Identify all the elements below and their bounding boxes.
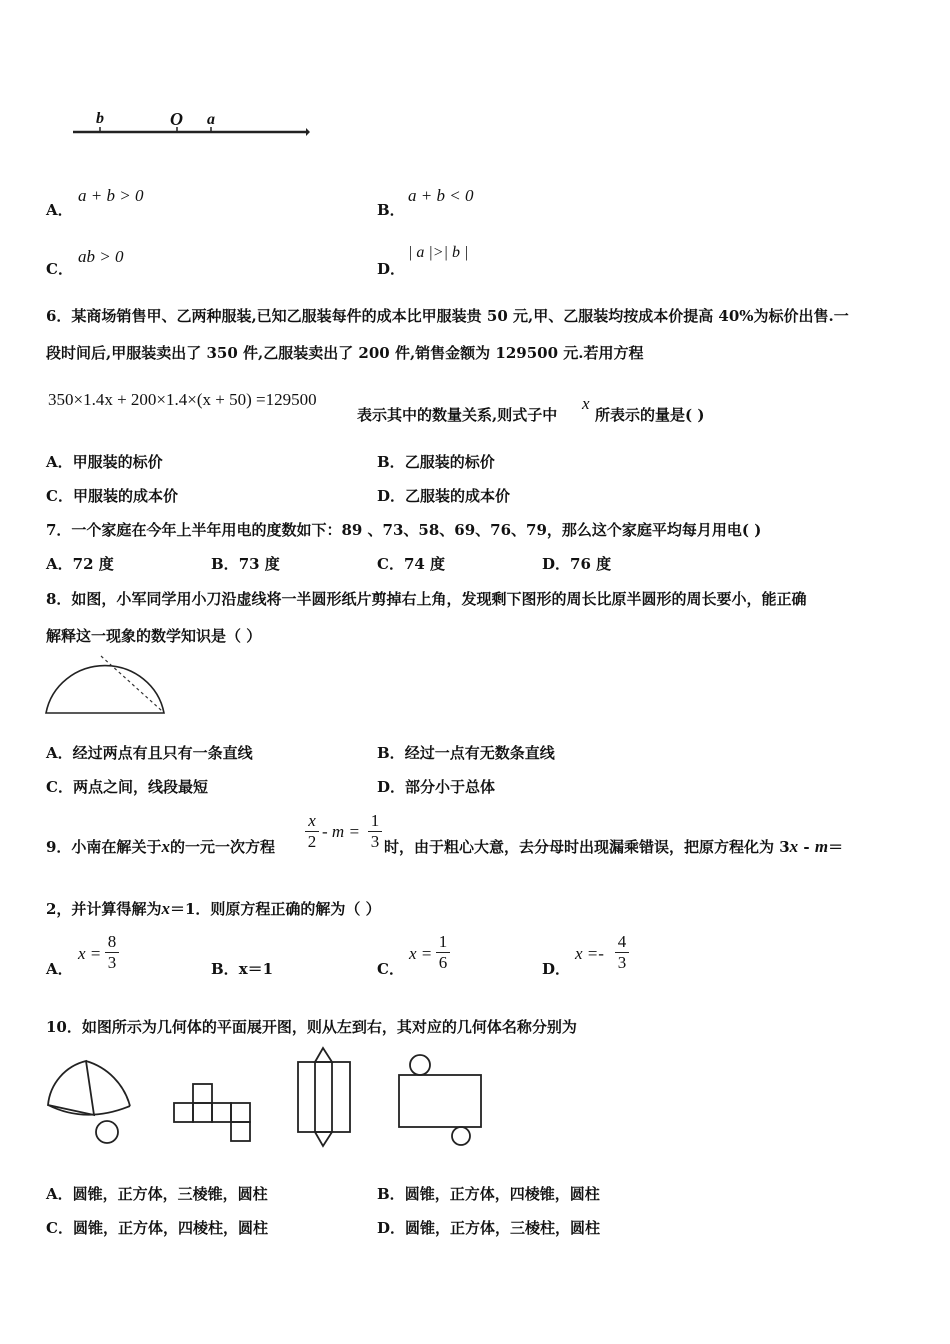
q9-stem-line1 (46, 836, 275, 857)
q5-option-b-expr: a + b < 0 (408, 186, 474, 205)
q8-option-a[interactable] (46, 742, 253, 763)
q9-mid: 的一元一次方程 (169, 838, 275, 856)
q9-stem-line2 (46, 898, 381, 919)
q6-option-b[interactable] (377, 451, 495, 472)
q7-option-c[interactable] (377, 553, 445, 574)
cone-net-figure (46, 1060, 136, 1150)
q6-option-b-text: 乙服装的标价 (404, 453, 495, 471)
q9-option-a-fraction (105, 933, 119, 972)
q10-option-d-letter: D． (377, 1219, 406, 1237)
q7-option-c-text: 74 度 (403, 555, 446, 573)
q9-option-d-fraction (615, 933, 629, 972)
q10-option-c-letter: C． (46, 1219, 73, 1237)
number-line-label-a: a (207, 111, 215, 128)
number-line-label-origin: O (170, 109, 183, 129)
q6-equation-tail-a: 表示其中的数量关系,则式子中 (357, 406, 558, 424)
q9-fraction-x-over-2 (305, 812, 319, 851)
q10-option-c[interactable] (46, 1217, 268, 1238)
q9-option-d-pre: x =- (575, 944, 604, 963)
q10-option-b[interactable] (377, 1183, 600, 1204)
q7-option-d-letter: D． (542, 555, 571, 573)
q10-option-b-letter: B． (377, 1185, 405, 1203)
q9-option-b-letter: B． (211, 960, 239, 978)
q9-eq-op: - m = (322, 822, 360, 841)
q7-option-b-letter: B． (211, 555, 239, 573)
q9-option-c-pre: x = (409, 944, 433, 963)
q10-option-d[interactable] (377, 1217, 600, 1238)
q8-option-b[interactable] (377, 742, 555, 763)
q9-option-d-letter[interactable]: D． (542, 960, 571, 978)
q7-option-c-letter: C． (377, 555, 404, 573)
q5-option-d-expr: | a |>| b | (408, 244, 469, 261)
q9-frac1-den: 2 (307, 832, 317, 851)
q7-option-d-text: 76 度 (570, 555, 612, 573)
q5-option-c-expr: ab > 0 (78, 247, 124, 266)
q9-option-c-fraction (436, 933, 450, 972)
q8-option-c-letter: C． (46, 778, 73, 796)
q9-post-var: x (789, 837, 799, 856)
q7-option-a[interactable] (46, 553, 114, 574)
cylinder-net-figure (396, 1054, 484, 1148)
q10-option-d-text: 圆锥，正方体，三棱柱，圆柱 (405, 1219, 601, 1237)
q9-option-a-pre: x = (78, 944, 102, 963)
q6-stem-line1: 6．某商场销售甲、乙两种服装,已知乙服装每件的成本比甲服装贵 50 元,甲、乙服装均按成本价提高 40%为标价出售.一 (46, 307, 849, 325)
q8-option-c-text: 两点之间，线段最短 (72, 778, 208, 796)
q8-stem-line2: 解释这一现象的数学知识是（ ） (46, 627, 262, 645)
q9-option-c-den: 6 (438, 953, 448, 972)
q7-stem: 7．一个家庭在今年上半年用电的度数如下：89 、73、58、69、76、79，那么这个家庭平均每月用电( ) (46, 521, 762, 539)
q6-option-d-text: 乙服装的成本价 (405, 487, 511, 505)
q5-option-d-letter[interactable]: D． (377, 260, 406, 278)
q9-line2-b: ＝1．则原方程正确的解为（ ） (169, 900, 381, 918)
q9-stem-line1-tail (384, 836, 843, 857)
q9-line2-var: x (161, 899, 170, 918)
q9-option-a-letter[interactable]: A． (46, 960, 73, 978)
q6-option-c-letter: C． (46, 487, 73, 505)
q5-option-c-letter[interactable]: C． (46, 260, 73, 278)
q9-option-a-num: 8 (107, 932, 117, 951)
q5-option-b-letter[interactable]: B． (377, 201, 405, 219)
q6-option-a-text: 甲服装的标价 (72, 453, 163, 471)
q9-frac1-num: x (308, 811, 316, 830)
q9-line2-a: 2，并计算得解为 (46, 900, 162, 918)
semicircle-figure (44, 653, 168, 717)
q8-stem-line1: 8．如图，小军同学用小刀沿虚线将一半圆形纸片剪掉右上角，发现剩下图形的周长比原半圆形的周长要小，能正确 (46, 590, 807, 608)
q9-option-b-text: x＝1 (238, 960, 274, 978)
q7-option-a-text: 72 度 (72, 555, 114, 573)
q6-stem-line2: 段时间后,甲服装卖出了 350 件,乙服装卖出了 200 件,销售金额为 129500 元.若用方程 (46, 344, 644, 362)
q8-option-b-text: 经过一点有无数条直线 (404, 744, 555, 762)
q8-option-c[interactable] (46, 776, 208, 797)
q7-option-a-letter: A． (46, 555, 73, 573)
q6-equation-tail-b: 所表示的量是( ) (595, 406, 705, 424)
q9-post-var2: m (814, 837, 829, 856)
q8-option-d-text: 部分小于总体 (405, 778, 496, 796)
q6-option-d[interactable] (377, 485, 510, 506)
cube-net-figure (172, 1082, 256, 1146)
q9-post-c: ＝ (828, 838, 844, 856)
q6-option-b-letter: B． (377, 453, 405, 471)
q7-option-b-text: 73 度 (238, 555, 280, 573)
q8-option-a-text: 经过两点有且只有一条直线 (72, 744, 253, 762)
prism-net-figure (295, 1046, 355, 1150)
q7-option-d[interactable] (542, 553, 611, 574)
q9-pre: 9．小南在解关于 (46, 838, 162, 856)
q7-option-b[interactable] (211, 553, 280, 574)
q9-var: x (161, 837, 170, 856)
q9-option-d-num: 4 (617, 932, 627, 951)
q9-option-b[interactable] (211, 958, 273, 979)
q6-option-a[interactable] (46, 451, 163, 472)
q9-frac2-num: 1 (370, 811, 380, 830)
q6-option-a-letter: A． (46, 453, 73, 471)
q10-stem: 10．如图所示为几何体的平面展开图，则从左到右，其对应的几何体名称分别为 (46, 1018, 577, 1036)
q10-option-c-text: 圆锥，正方体，四棱柱，圆柱 (72, 1219, 268, 1237)
q6-option-d-letter: D． (377, 487, 406, 505)
q10-option-a[interactable] (46, 1183, 268, 1204)
q10-option-b-text: 圆锥，正方体，四棱锥，圆柱 (404, 1185, 600, 1203)
number-line-figure (70, 108, 315, 143)
q6-equation-var: x (582, 394, 590, 413)
q10-option-a-text: 圆锥，正方体，三棱锥，圆柱 (72, 1185, 268, 1203)
q5-option-a-letter[interactable]: A． (46, 201, 73, 219)
q8-option-b-letter: B． (377, 744, 405, 762)
q5-option-a-expr: a + b > 0 (78, 186, 144, 205)
q8-option-d[interactable] (377, 776, 495, 797)
q6-option-c[interactable] (46, 485, 178, 506)
number-line-label-b: b (96, 110, 104, 127)
q8-option-a-letter: A． (46, 744, 73, 762)
q9-option-c-num: 1 (438, 932, 448, 951)
q9-option-d-den: 3 (617, 953, 627, 972)
q6-equation: 350×1.4x + 200×1.4×(x + 50) =129500 (48, 390, 317, 409)
q9-fraction-1-over-3 (368, 812, 382, 851)
q9-post-b: - (798, 838, 815, 856)
q10-option-a-letter: A． (46, 1185, 73, 1203)
q9-frac2-den: 3 (370, 832, 380, 851)
q9-post: 时，由于粗心大意，去分母时出现漏乘错误，把原方程化为 3 (384, 838, 790, 856)
q9-option-c-letter[interactable]: C． (377, 960, 404, 978)
q6-option-c-text: 甲服装的成本价 (72, 487, 178, 505)
q9-option-a-den: 3 (107, 953, 117, 972)
q8-option-d-letter: D． (377, 778, 406, 796)
